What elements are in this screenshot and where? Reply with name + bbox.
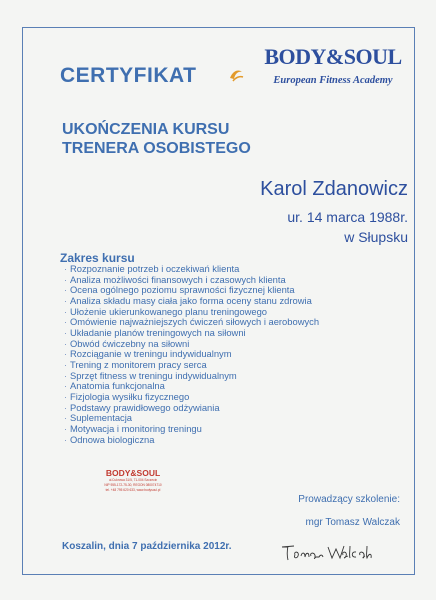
course-scope-item-label: Ułożenie ukierunkowanego planu treningowego xyxy=(70,305,268,317)
recipient-birth-date: ur. 14 marca 1988r. xyxy=(287,209,408,225)
bullet-dot-icon: · xyxy=(64,358,68,370)
brand-name: BODY&SOUL xyxy=(264,44,402,69)
swoosh-icon xyxy=(228,68,244,84)
course-scope-item-label: Układanie planów treningowych na siłowni xyxy=(70,326,246,338)
stamp-brand: BODY&SOUL xyxy=(105,468,161,478)
stamp-address: ul.Cukrowa 31/5, 71-004 Szczecin xyxy=(108,478,158,482)
certificate-title: CERTYFIKAT xyxy=(60,64,197,87)
bullet-dot-icon: · xyxy=(64,273,68,285)
bullet-dot-icon: · xyxy=(64,305,68,317)
stamp-contact: tel. +48 795 620 633, www.bodysoul.pl xyxy=(105,488,161,492)
bullet-dot-icon: · xyxy=(64,263,68,274)
course-scope-item-label: Suplementacja xyxy=(70,412,133,424)
bullet-dot-icon: · xyxy=(64,422,68,434)
stamp-registry: NIP 955-172-75-30, REGON 080074710 xyxy=(104,483,162,487)
course-scope-list xyxy=(64,264,319,445)
bullet-dot-icon: · xyxy=(64,369,68,381)
bullet-dot-icon: · xyxy=(64,412,68,424)
course-scope-heading: Zakres kursu xyxy=(60,251,135,265)
brand-logo xyxy=(264,44,402,94)
bullet-dot-icon: · xyxy=(64,433,68,445)
subtitle-line-2: TRENERA OSOBISTEGO xyxy=(62,140,251,157)
course-scope-item-label: Rozciąganie w treningu indywidualnym xyxy=(70,348,232,360)
bullet-dot-icon: · xyxy=(64,390,68,402)
bullet-dot-icon: · xyxy=(64,348,68,360)
course-scope-item-label: Anatomia funkcjonalna xyxy=(70,380,165,392)
instructor-name: mgr Tomasz Walczak xyxy=(305,517,400,528)
course-scope-item-label: Analiza możliwości finansowych i czasowych klienta xyxy=(70,273,286,285)
bullet-dot-icon: · xyxy=(64,326,68,338)
course-scope-item-label: Sprzęt fitness w treningu indywidualnym xyxy=(70,369,237,381)
course-scope-item-label: Obwód ćwiczebny na siłowni xyxy=(70,337,190,349)
place-and-date: Koszalin, dnia 7 października 2012r. xyxy=(62,541,232,552)
course-scope-item-label: Ocena ogólnego poziomu sprawności fizycznej klienta xyxy=(70,284,295,296)
course-scope-item-label: Odnowa biologiczna xyxy=(70,433,155,445)
brand-tagline: European Fitness Academy xyxy=(273,75,393,86)
course-scope-item-label: Motywacja i monitoring treningu xyxy=(70,422,202,434)
recipient-birthplace: w Słupsku xyxy=(344,229,408,245)
company-stamp xyxy=(97,468,169,524)
course-scope-item-label: Trening z monitorem pracy serca xyxy=(70,358,207,370)
handwritten-signature xyxy=(278,541,376,563)
course-scope-item-label: Omówienie najważniejszych ćwiczeń siłowych i aerobowych xyxy=(70,316,320,328)
course-scope-item-label: Fizjologia wysiłku fizycznego xyxy=(70,390,190,402)
subtitle-line-1: UKOŃCZENIA KURSU xyxy=(62,121,230,138)
bullet-dot-icon: · xyxy=(64,284,68,296)
bullet-dot-icon: · xyxy=(64,294,68,306)
course-scope-item-label: Analiza składu masy ciała jako forma oceny stanu zdrowia xyxy=(70,294,312,306)
bullet-dot-icon: · xyxy=(64,337,68,349)
bullet-dot-icon: · xyxy=(64,316,68,328)
course-scope-item xyxy=(64,435,319,446)
recipient-name: Karol Zdanowicz xyxy=(260,178,408,200)
instructor-label: Prowadzący szkolenie: xyxy=(298,494,400,505)
course-scope-item-label: Podstawy prawidłowego odżywiania xyxy=(70,401,220,413)
bullet-dot-icon: · xyxy=(64,380,68,392)
course-scope-item-label: Rozpoznanie potrzeb i oczekiwań klienta xyxy=(70,263,240,274)
bullet-dot-icon: · xyxy=(64,401,68,413)
